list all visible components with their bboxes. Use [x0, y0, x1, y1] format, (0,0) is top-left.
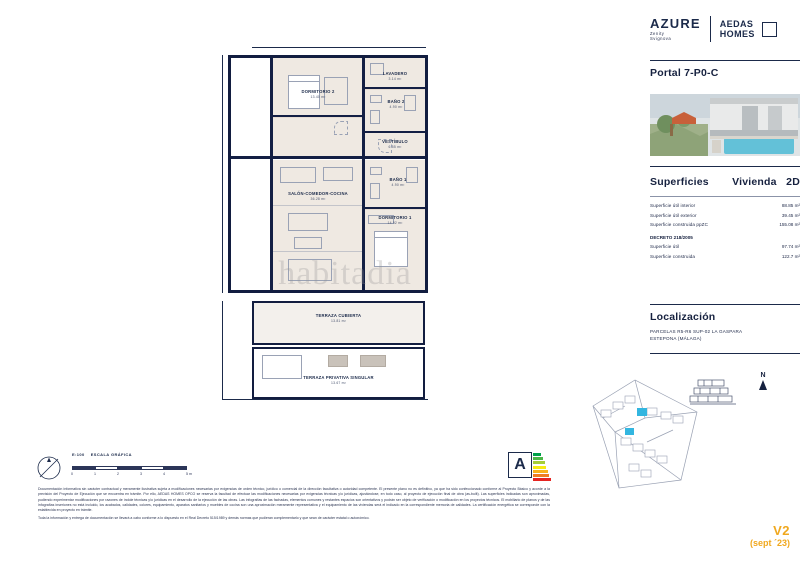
disclaimer-text: [38, 487, 550, 521]
room-name: BAÑO 2: [387, 99, 405, 104]
watermark: habitadia: [278, 255, 412, 292]
page-title: Portal 7-P0-C: [650, 67, 719, 79]
row-value: 88.85 m²: [781, 203, 800, 209]
version-main: V2: [773, 523, 790, 538]
version-date: (sept ´23): [749, 538, 790, 548]
door-swing-1: [334, 121, 348, 135]
energy-bars: [533, 453, 551, 482]
row-label: Superficie construida ppZC: [650, 221, 709, 227]
scale-tick: 5 m: [186, 472, 192, 476]
logo-aedas: [720, 19, 755, 40]
logo-aedas-line2: HOMES: [719, 29, 755, 39]
room-name: DORMITORIO 1: [378, 215, 412, 220]
wall-bano2-bottom: [365, 131, 425, 133]
brand-divider: [710, 16, 711, 42]
vestibulo-fill: [273, 118, 425, 158]
decreto-title: DECRETO 218/2005: [650, 235, 693, 241]
sink-bano1: [370, 167, 382, 175]
room-name: SALÓN-COMEDOR-COCINA: [288, 191, 348, 196]
sofa: [288, 213, 328, 231]
row-value: 97.74 m²: [781, 244, 800, 250]
row-value: 155.08 m²: [779, 221, 800, 227]
room-size: 4.90 m²: [389, 105, 403, 110]
superficies-section: [650, 166, 800, 261]
scale-tick: 2: [117, 472, 119, 476]
room-name: BAÑO 1: [389, 177, 407, 182]
dining-table: [288, 259, 332, 281]
scale-tick: 4: [163, 472, 165, 476]
logo-azure-text: AZURE: [650, 16, 701, 32]
table-row: [650, 210, 800, 219]
logo-azure-sub1: Zenity: [650, 31, 665, 37]
room-name: TERRAZA CUBIERTA: [315, 313, 362, 318]
room-label-terraza-cubierta: [252, 313, 425, 324]
scale-title: ESCALA GRÁFICA: [90, 452, 132, 457]
wall-dorm2-bottom: [273, 115, 362, 117]
room-name: LAVADERO: [382, 71, 408, 76]
site-map: [585, 372, 705, 487]
table-row: [650, 220, 800, 229]
wall-horizontal-mid: [231, 156, 425, 159]
room-label-dormitorio1: [365, 215, 425, 226]
dimension-line-bottom: [222, 399, 428, 400]
decreto-table: [650, 240, 800, 261]
room-size: 13.81 m²: [331, 319, 346, 324]
table-row: [650, 242, 800, 251]
scale-tick: 3: [140, 472, 142, 476]
disclaimer-paragraph-1: Documentación informativa sin carácter contractual y meramente ilustrativa sujeta a modificaciones necesarias por exigencias de orden técnico, jurídico o comercial de la dirección facultativa o autoridad competente. El presente plano no es definitivo, ya que ha sido confeccionado conforme al Proyecto Básico y acorde a la previsión del Proyecto de Ejecución que se encuentra en trámite. Por ello, AEDAS HOMES OPCO se reserva la facultad de efectuar las modificaciones necesarias por exigencias técnicas y/o jurídicas, ajustándose, en todo caso, al proyecto de ejecución final de obra (as-built). Las superficies indicadas son aproximadas, pudiendo experimentar modificaciones por razones de índole técnicas y/o jurídicas en el desarrollo de la ejecución de las obras. Las infografías de las fachadas, elementos comunes y restantes espacios son orientativos y podrán ser objeto de verificación o modificación en los proyectos técnicos. El mobiliario de planos y de las infografías inseriones no está incluido, los acabados, calidades, colores, equipamiento, aparatos sanitarios y muebles de cocina son una aproximación meramente representativa y el equipamiento de las viviendas será el indicado en la correspondiente memoria de calidades. La certificación energética se corresponde con la establecida en proyecto en trámite.: [38, 487, 550, 513]
room-size: 14.92 m²: [387, 221, 403, 226]
scale-block: [72, 452, 197, 480]
dimension-line-left: [222, 55, 223, 293]
coffee-table: [294, 237, 322, 249]
row-label: Superficie útil: [650, 244, 680, 250]
terrace-planter-1: [328, 355, 348, 367]
brand-header: [650, 14, 795, 44]
building-elevation-icon: [688, 378, 748, 412]
logo-aedas-line1: AEDAS: [719, 18, 754, 29]
void-left-lower: [231, 160, 273, 290]
scale-bar: [72, 466, 187, 470]
room-name: DORMITORIO 2: [301, 89, 335, 94]
terrace-planter-2: [360, 355, 386, 367]
compass-icon: [36, 455, 62, 481]
north-indicator: [752, 372, 774, 390]
disclaimer-paragraph-2: Toda la información y entrega de documentación se llevará a cabo conforme a lo dispuesto en el Real Decreto 515/1989 y demás normas que pudieran complementarlo y que sean de carácter estatal o autonómico.: [38, 515, 370, 520]
room-label-dormitorio2: [273, 89, 363, 100]
room-size: 6.55 m²: [388, 145, 402, 150]
vivienda-type: 2D: [786, 176, 800, 188]
scale-ratio: E:100: [72, 452, 85, 457]
address-line-2: ESTEPONA (MÁLAGA): [650, 335, 702, 341]
table-row: [650, 252, 800, 261]
room-size: 36.28 m²: [310, 197, 326, 202]
room-name: TERRAZA PRIVATIVA SINGULAR: [303, 375, 374, 380]
room-name: VESTÍBULO: [382, 139, 408, 144]
guide-line-2: [273, 251, 362, 252]
room-label-terraza-privativa: [252, 375, 425, 386]
plan-drawing: [228, 55, 428, 400]
scale-ticks: [72, 472, 197, 480]
room-size: 13.67 m²: [331, 381, 346, 386]
room-label-bano1: [376, 177, 420, 188]
scale-tick: 1: [94, 472, 96, 476]
wall-bano1-bottom: [365, 207, 425, 209]
aedas-mark-icon: [762, 22, 777, 37]
energy-letter: A: [508, 452, 532, 478]
north-label: N: [760, 372, 766, 379]
room-label-lavadero: [365, 71, 425, 82]
info-panel: [600, 0, 800, 566]
rule-localizacion-bottom: [650, 353, 800, 354]
row-label: Superficie útil interior: [650, 203, 696, 209]
vivienda-label: Vivienda: [732, 176, 777, 188]
guide-line-1: [273, 205, 362, 206]
bed-dorm1-pillow: [374, 231, 408, 238]
kitchen-island: [323, 167, 353, 181]
shower-bano2: [370, 110, 380, 124]
kitchen-counter: [280, 167, 316, 183]
version-block: [750, 523, 790, 548]
room-size: 13.40 m²: [310, 95, 326, 100]
logo-azure: [650, 17, 701, 40]
scale-tick: 0: [71, 472, 73, 476]
dimension-line-left-terrace: [222, 301, 223, 399]
address-line-1: PARCELAS R5-R6 SUP-02 LA GASPARA: [650, 329, 743, 334]
room-label-vestibulo: [365, 139, 425, 150]
room-size: 3.14 m²: [388, 77, 402, 82]
superficies-table: [650, 197, 800, 229]
row-value: 39.45 m²: [781, 212, 800, 218]
row-label: Superficie útil exterior: [650, 212, 697, 218]
energy-rating-label: [508, 452, 552, 482]
site-map-highlight: [637, 408, 647, 416]
bed-dorm2-pillow: [288, 75, 320, 82]
room-label-bano2: [374, 99, 418, 110]
north-arrow-icon: [759, 380, 767, 390]
superficies-heading: Superficies: [650, 176, 709, 188]
logo-azure-sub2: Svignova: [650, 35, 672, 41]
localizacion-section: [650, 304, 800, 354]
row-value: 122.7 m²: [781, 253, 800, 259]
dimension-line-top: [252, 47, 426, 48]
room-label-salon: [268, 191, 368, 202]
localizacion-heading: Localización: [650, 311, 716, 323]
wall-lavadero-bottom: [365, 87, 425, 89]
row-label: Superficie construida: [650, 253, 695, 259]
table-row: [650, 201, 800, 210]
localizacion-address: [650, 329, 800, 343]
render-image: [650, 94, 800, 156]
portal-section: [650, 60, 800, 86]
room-size: 4.90 m²: [391, 183, 405, 188]
void-left-upper: [231, 58, 273, 158]
